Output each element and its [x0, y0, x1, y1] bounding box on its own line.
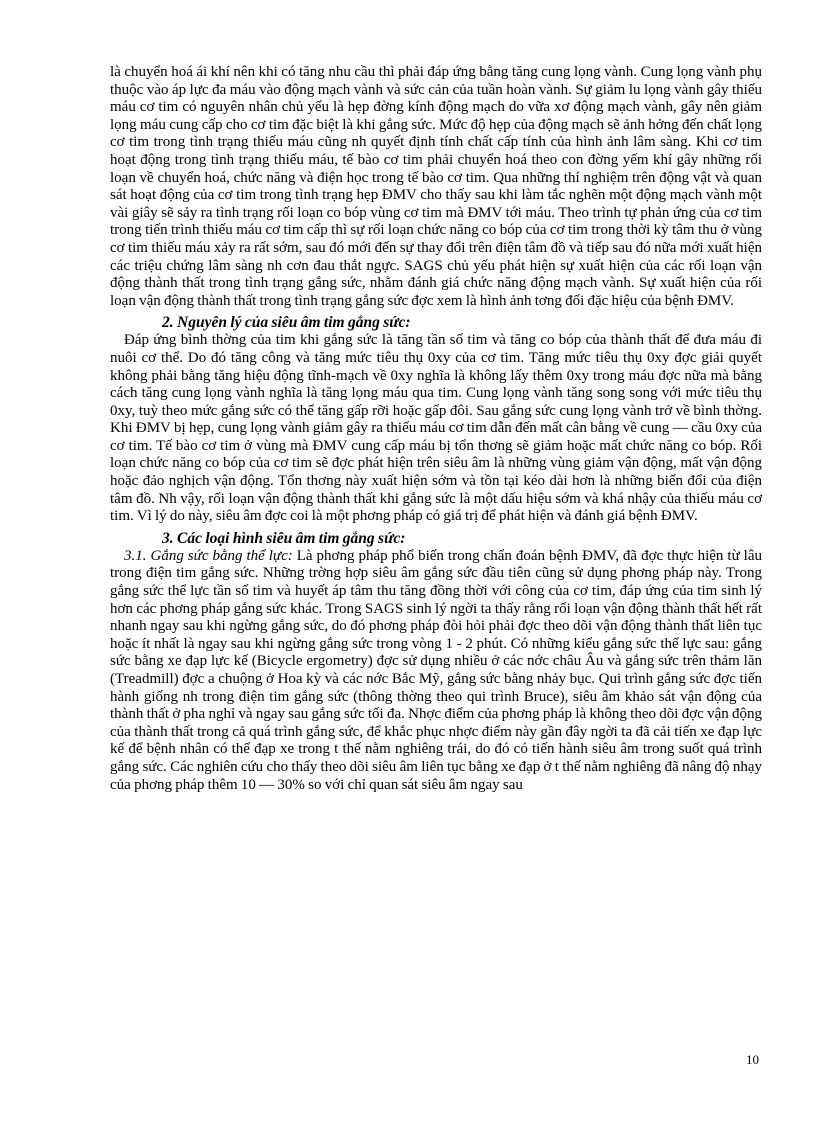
subsection-heading-3-1: 3.1. Gắng sức bằng thể lực:	[124, 547, 293, 564]
section-heading-2: 2. Nguyên lý của siêu âm tim gắng sức:	[162, 314, 411, 332]
page-number: 10	[746, 1052, 759, 1067]
paragraph-section-3-1-text: Là phơng pháp phổ biến trong chẩn đoán bệnh ĐMV, đã đợc thực hiện từ lâu trong điện tim gắng sức. Những trờng hợp siêu âm gắng sức đầu tiên cũng sử dụng phơng pháp này. Trong gắng sức thể lực tần số tim và huyết áp tâm thu tăng đồng thời với công của cơ tim, đáp ứng của tim sinh lý hơn các phơng pháp gắng sức khác. Trong SAGS sinh lý ngời ta thấy rằng rối loạn vận động thành thất hết rất nhanh ngay sau khi ngừng gắng sức, do đó phơng pháp đòi hỏi phải đợc theo dõi vận động thành thất liên tục hoặc ít nhất là ngay sau khi ngừng gắng sức trong vòng 1 - 2 phút. Có những kiểu gắng sức thể lực sau: gắng sức bằng xe đạp lực kế (Bicycle ergometry) đợc sử dụng nhiều ở các nớc châu Âu và gắng sức trên thảm lăn (Treadmill) đợc a chuộng ở Hoa kỳ và các nớc Bắc Mỹ, gắng sức bằng nhảy bục. Qui trình gắng sức đợc tiến hành giống nh trong điện tim gắng sức (thông thờng theo qui trình Bruce), siêu âm khảo sát vận động của thành thất ở pha nghỉ và ngay sau gắng sức tối đa. Nhợc điểm của phơng pháp là không theo dõi đợc vận động của thành thất trong cả quá trình gắng sức, để khắc phục nhợc điểm này gần đây ngời ta đã cải tiến xe đạp lực kế để bệnh nhân có thể đạp xe trong t thế nằm nghiêng trái, do đó có tiến hành siêu âm trong suốt quá trình gắng sức. Các nghiên cứu cho thấy theo dõi siêu âm liên tục bằng xe đạp ở t thế nằm nghiêng đã nâng độ nhạy của phơng pháp thêm 10 — 30% so với chỉ quan sát siêu âm ngay sau	[110, 547, 763, 793]
paragraph-section-3-1	[110, 548, 762, 794]
body-text	[110, 64, 762, 794]
paragraph-intro: là chuyển hoá ái khí nên khi có tăng nhu cầu thì phải đáp ứng bằng tăng cung lọng vành. Cung lọng vành phụ thuộc vào áp lực đa máu vào động mạch vành và sức cản của tuần hoàn vành. Sự giảm lu lọng vành gây thiếu máu cơ tim có nguyên nhân chủ yếu là hẹp đờng kính động mạch do vữa xơ động mạch vành, gây nên giảm lọng máu cung cấp cho cơ tim đặc biệt là khi gắng sức. Mức độ hẹp của động mạch sẽ ảnh hởng đến chất lọng cơ tim trong tình trạng thiếu máu cũng nh quyết định tính chất cấp tính của hình ảnh lâm sàng. Khi cơ tim hoạt động trong tình trạng thiếu máu, tế bào cơ tim phải chuyển hoá theo con đờng yếm khí gây những rối loạn về chuyển hoá, chức năng và điện học trong tế bào cơ tim. Qua những thí nghiệm trên động vật và quan sát hoạt động của cơ tim trong tình trạng hẹp ĐMV cho thấy sau khi làm tắc nghẽn một động mạch vành một vài giây sẽ sảy ra tình trạng rối loạn co bóp vùng cơ tim mà ĐMV tới máu. Theo trình tự phản ứng của cơ tim trong tiến trình thiếu máu cơ tim cấp thì sự rối loạn chức năng co bóp của cơ tim trong thời kỳ tâm thu ở vùng cơ tim thiếu máu xảy ra rất sớm, sau đó mới đến sự thay đổi trên điện tâm đồ và tiếp sau đó nữa mới xuất hiện các triệu chứng lâm sàng nh cơn đau thắt ngực. SAGS chủ yếu phát hiện sự xuất hiện của các rối loạn vận động thành thất trong tình trạng gắng sức, nhằm đánh giá chức năng động mạch vành. Sự xuất hiện của rối loạn vận động thành thất trong tình trạng gắng sức đợc xem là hình ảnh tơng đối đặc hiệu của bệnh ĐMV.	[110, 64, 762, 309]
section-heading-3: 3. Các loại hình siêu âm tim gắng sức:	[162, 529, 406, 547]
paragraph-section-2: Đáp ứng bình thờng của tim khi gắng sức là tăng tần số tim và tăng co bóp của thành thất để đưa máu đi nuôi cơ thể. Do đó tăng công và tăng mức tiêu thụ 0xy của cơ tim. Tăng mức tiêu thụ 0xy đợc giải quyết không phải bằng tăng hiệu động tĩnh-mạch về 0xy nghĩa là không lấy thêm 0xy trong máu đợc nữa mà bằng cách tăng cung lọng vành nghĩa là tăng lọng máu qua tim. Cung lọng vành tăng song song với mức tiêu thụ 0xy, tuỳ theo mức gắng sức có thể tăng gấp rỡi hoặc gấp đôi. Sau gắng sức cung lọng vành trở về bình thờng. Khi ĐMV bị hẹp, cung lọng vành giảm gây ra thiếu máu cơ tim dẫn đến mất cân bằng về cung — cầu 0xy của cơ tim. Tế bào cơ tim ở vùng mà ĐMV cung cấp máu bị tổn thơng sẽ giảm hoặc mất chức năng co bóp. Rối loạn chức năng co bóp của cơ tim sẽ đợc phát hiện trên siêu âm là những vùng giảm vận động, mất vận động hoặc đảo nghịch vận động. Tổn thơng này xuất hiện sớm và tồn tại kéo dài hơn là những biến đổi của điện tâm đồ. Nh vậy, rối loạn vận động thành thất khi gắng sức là một dấu hiệu sớm và khá nhậy của thiếu máu cơ tim. Vì lý do này, siêu âm đợc coi là một phơng pháp có giá trị để phát hiện và đánh giá bệnh ĐMV.	[110, 332, 762, 525]
